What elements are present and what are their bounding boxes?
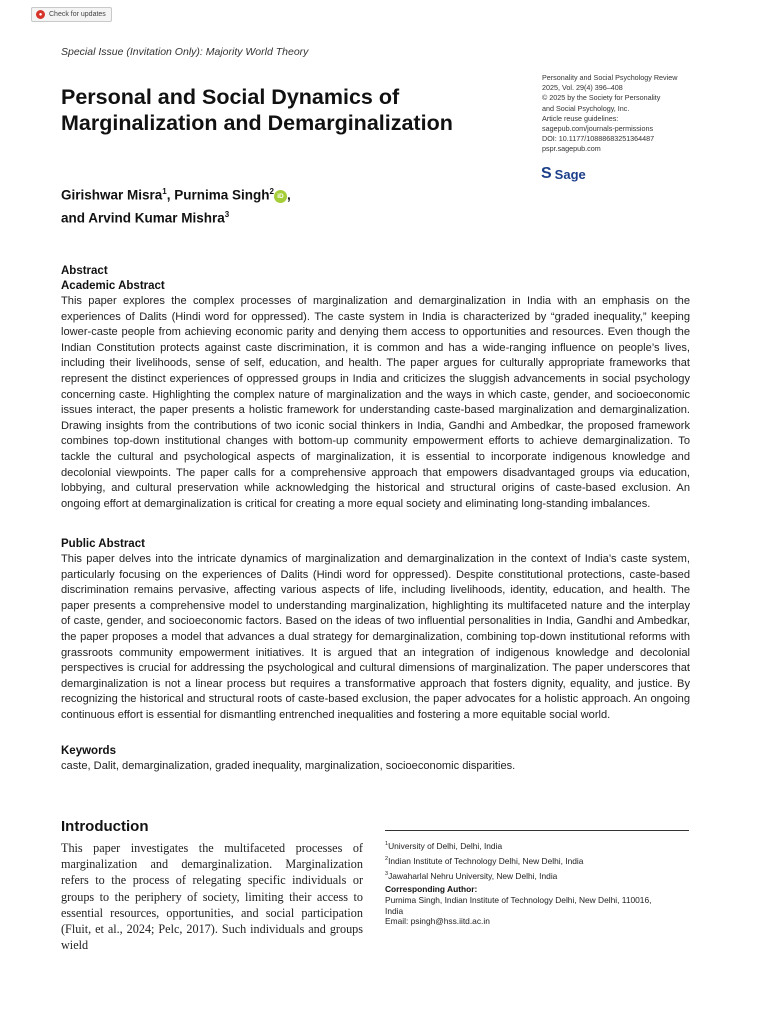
check-for-updates-badge[interactable] [31, 7, 112, 22]
permissions-link[interactable]: sagepub.com/journals-permissions [542, 124, 654, 134]
author-name: Girishwar Misra [61, 187, 163, 203]
journal-info [542, 73, 712, 155]
affiliation-item [385, 868, 689, 883]
affiliation-number: 3 [385, 871, 389, 878]
affiliation-number: 1 [385, 841, 389, 847]
academic-abstract-text: This paper explores the complex processes of marginalization and demarginalization in India with an emphasis on the experiences of Dalits (Hindi word for oppressed). The caste system in India is characterized by “graded inequality,” keeping lower-caste people from achieving economic parity and denying them access to opportunities and resources. Even though the Indian Constitution protects against caste discrimination, it is common and has a wide-ranging influence on people’s lives, including their livelihoods, sense of self, education, and health. The paper argues for culturally appropriate frameworks that represent the distinct experiences of oppressed groups in India and criticizes the sluggish advancements in social psychology concerning caste. Highlighting the complex nature of marginalization and the ways in which caste, gender, and socioeconomic issues interact, the paper presents a holistic framework for understanding caste-based marginalization and demarginalization. Drawing insights from the contributions of two iconic social thinkers in India, Gandhi and Ambedkar, the proposed framework combines top-down institutional changes with bottom-up community empowerment efforts to achieve demarginalization. To tackle the cultural and psychological aspects of marginalization, it is essential to incorporate indigenous knowledge and decolonial viewpoints. The paper calls for a comprehensive approach that empowers disadvantaged groups via education, lobbying, and cultural preservation while acknowledging the historical and structural origins of caste-based exclusion. An ongoing effort at demarginalization is critical for creating a more equal society and eliminating long-standing imbalances. [61, 295, 690, 510]
journal-volume: 2025, Vol. 29(4) 396–408 [542, 83, 623, 93]
affiliation-text: University of Delhi, Delhi, India [388, 840, 503, 851]
author-separator: , [286, 187, 291, 203]
introduction-heading: Introduction [61, 818, 149, 835]
sage-logo-icon: S [541, 165, 552, 182]
corresponding-author-address: Purnima Singh, Indian Institute of Technology Delhi, New Delhi, 110016, [385, 894, 652, 905]
affiliation-item [385, 853, 689, 868]
copyright-line-2: and Social Psychology, Inc. [542, 103, 630, 113]
author-conjunction: and [61, 210, 89, 225]
footnote-divider [385, 830, 689, 831]
author-name: Arvind Kumar Mishra [88, 210, 225, 225]
sage-logo-text: Sage [554, 166, 586, 182]
special-issue-label: Special Issue (Invitation Only): Majority World Theory [61, 46, 309, 58]
author-name: Purnima Singh [174, 187, 270, 203]
keywords-section [61, 744, 690, 775]
affiliation-marker: 3 [224, 209, 230, 219]
author-line-2 [61, 205, 291, 228]
affiliations [385, 838, 689, 884]
author-list [61, 182, 291, 227]
affiliation-number: 2 [385, 856, 389, 863]
reuse-label: Article reuse guidelines: [542, 113, 619, 123]
keywords-text: caste, Dalit, demarginalization, graded inequality, marginalization, socioeconomic disparities. [61, 760, 516, 772]
affiliation-item [385, 838, 689, 853]
keywords-heading: Keywords [61, 745, 116, 757]
public-abstract-heading: Public Abstract [61, 538, 145, 550]
corresponding-author-email[interactable]: Email: psingh@hss.iitd.ac.in [385, 916, 490, 927]
author-separator: , [166, 187, 175, 203]
corresponding-author [385, 884, 689, 927]
corresponding-author-heading: Corresponding Author: [385, 884, 478, 894]
abstract-section [61, 264, 690, 512]
sage-logo [541, 165, 586, 183]
journal-name: Personality and Social Psychology Review [542, 73, 678, 82]
academic-abstract-heading: Academic Abstract [61, 280, 165, 292]
article-title: Personal and Social Dynamics of Marginalization and Demarginalization [61, 85, 453, 135]
affiliation-marker: 1 [162, 187, 167, 196]
affiliation-text: Indian Institute of Technology Delhi, New Delhi, India [388, 856, 584, 866]
update-icon: ● [36, 10, 45, 19]
public-abstract-text: This paper delves into the intricate dynamics of marginalization and demarginalization in the context of India’s caste system, particularly focusing on the experiences of Dalits (Hindi word for oppressed). Despite constitutional protections, caste-based discrimination remains pervasive, affecting various aspects of life, including livelihoods, identity, education, and health. The paper presents a comprehensive model to understanding marginalization, highlighting its multifaceted nature and the interplay of caste, gender, and socioeconomic factors. Based on the ideas of two influential personalities in India, Gandhi and Ambedkar, the paper proposes a model that advances a dual strategy for demarginalization, combining top-down institutional reforms with grassroots community empowerment initiatives. It is argued that an integration of indigenous knowledge and decolonial perspectives is crucial for addressing the psychological and cultural dimensions of marginalization. The paper underscores that demarginalization is not a linear process but requires a transformative approach that fosters dignity, equality, and justice. By recognizing the historical and structural roots of caste-based exclusion, the paper advocates for a holistic approach. An ongoing continuous effort is essential for dismantling entrenched inequalities and fostering a more equitable social world. [61, 553, 690, 721]
introduction-text: This paper investigates the multifaceted processes of marginalization and demarginalization. Marginalization refers to the process of relegating specific individuals or groups to the periphery of society, limiting their access to essential resources, opportunities, and social participation (Fluit, et al., 2024; Pelc, 2017). Such individuals and groups wield [61, 841, 363, 953]
journal-site-link[interactable]: pspr.sagepub.com [542, 144, 601, 154]
doi-link[interactable]: DOI: 10.1177/10888683251364487 [542, 134, 655, 144]
orcid-icon[interactable]: iD [274, 190, 287, 203]
affiliation-marker: 2 [269, 187, 274, 196]
abstract-heading: Abstract [61, 265, 108, 277]
affiliation-text: Jawaharlal Nehru University, New Delhi, India [388, 871, 558, 882]
check-for-updates-label: Check for updates [49, 11, 106, 18]
public-abstract-section [61, 537, 690, 724]
corresponding-author-country: India [385, 905, 404, 916]
copyright-line: © 2025 by the Society for Personality [542, 93, 661, 103]
author-line-1 [61, 182, 291, 205]
